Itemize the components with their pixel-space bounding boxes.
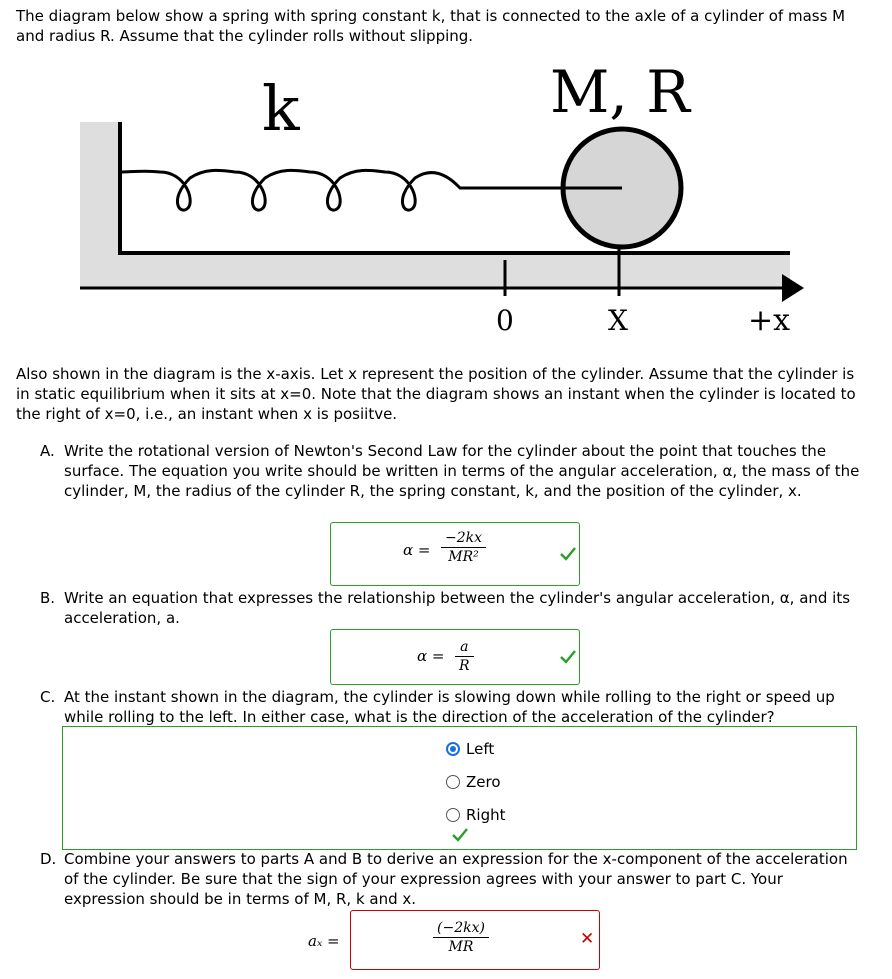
option-left[interactable] — [446, 739, 494, 759]
part-b-label: B. — [40, 589, 56, 607]
part-d-lhs: aₓ = — [308, 932, 340, 950]
part-d-fraction — [433, 919, 489, 956]
x-axis-arrow — [782, 274, 804, 302]
part-c-check-icon — [452, 828, 468, 842]
part-a-label: A. — [40, 442, 55, 460]
wall-floor-line — [120, 122, 790, 253]
axis-label: +x — [748, 303, 791, 338]
part-a-lhs: α = — [403, 541, 431, 559]
spring-cylinder-diagram — [70, 60, 820, 340]
part-b-numerator: a — [455, 638, 474, 657]
option-right[interactable] — [446, 805, 506, 825]
part-c-label: C. — [40, 688, 56, 706]
part-b-check-icon — [560, 650, 576, 664]
spring-coil — [120, 170, 618, 210]
part-a-fraction — [441, 529, 486, 566]
tick-label-x: X — [608, 304, 628, 337]
part-a-question: Write the rotational version of Newton's Second Law for the cylinder about the point that touches the surface. The equation you write should be written in terms of the angular acceleration, α, the mass of the cylinder, M, the radius of the cylinder R, the spring constant, k, and the position of the cylinder, x. — [64, 442, 860, 500]
intro-text: The diagram below show a spring with spring constant k, that is connected to the axle of a cylinder of mass M and radius R. Assume that the cylinder rolls without slipping. — [16, 7, 846, 45]
label-k: k — [262, 72, 300, 145]
option-left-label: Left — [466, 740, 495, 758]
part-a-answer-box[interactable] — [330, 522, 580, 586]
part-d-question: Combine your answers to parts A and B to derive an expression for the x-component of the acceleration of the cylinder. Be sure that the sign of your expression agrees with your answer to part C. Your expression should be in terms of M, R, k and x. — [64, 850, 848, 908]
radio-zero[interactable] — [446, 775, 460, 789]
part-a-check-icon — [560, 547, 576, 561]
part-d-label: D. — [40, 850, 57, 868]
radio-right[interactable] — [446, 808, 460, 822]
tick-label-zero: 0 — [496, 304, 514, 337]
part-b — [40, 588, 860, 628]
option-zero[interactable] — [446, 772, 501, 792]
part-c-question: At the instant shown in the diagram, the cylinder is slowing down while rolling to the right or speed up while rolling to the left. In either case, what is the direction of the acceleration of the cylinder? — [64, 688, 835, 726]
part-d-answer-input[interactable] — [350, 910, 600, 970]
part-a — [40, 441, 860, 501]
part-a-numerator: −2kx — [441, 529, 486, 548]
part-b-denominator: R — [459, 658, 470, 674]
option-zero-label: Zero — [466, 773, 501, 791]
label-mass-radius: M, R — [550, 60, 690, 126]
part-d-incorrect-icon: ✕ — [580, 929, 595, 949]
part-b-question: Write an equation that expresses the relationship between the cylinder's angular acceleration, α, and its acceleration, a. — [64, 589, 851, 627]
radio-left[interactable] — [446, 742, 460, 756]
part-d — [40, 849, 860, 909]
part-b-fraction — [455, 638, 474, 675]
part-c — [40, 687, 860, 727]
part-b-answer-box[interactable] — [330, 629, 580, 685]
part-a-denominator: MR² — [448, 549, 479, 565]
option-right-label: Right — [466, 806, 506, 824]
ground-shading — [80, 122, 790, 288]
part-d-numerator: (−2kx) — [433, 919, 489, 938]
part-d-denominator: MR — [448, 939, 474, 955]
description-text: Also shown in the diagram is the x-axis. Let x represent the position of the cylinder. Assume that the cylinder is in static equilibrium when it sits at x=0. Note that the diagram shows an instant when the cylinder is located to the right of x=0, i.e., an instant when x is posiitve. — [16, 365, 856, 423]
part-b-lhs: α = — [417, 647, 445, 665]
